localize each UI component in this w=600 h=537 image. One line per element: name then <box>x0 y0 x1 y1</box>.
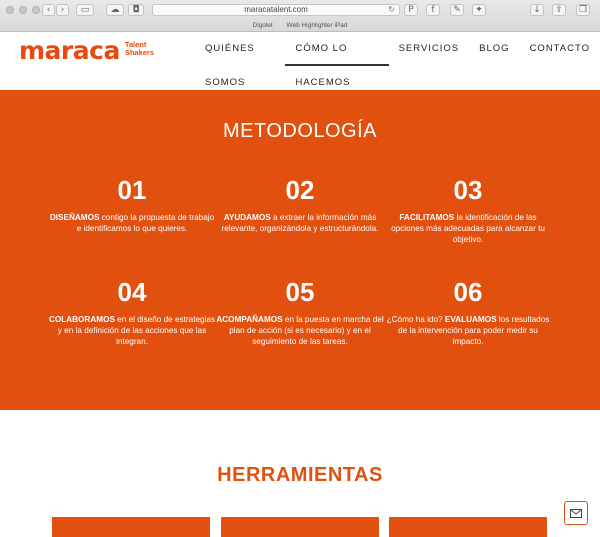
address-bar[interactable] <box>152 4 400 16</box>
step-number: 04 <box>117 277 147 307</box>
metodologia-section <box>0 90 600 410</box>
step-02 <box>215 176 385 234</box>
bookmarks-bar <box>0 20 600 32</box>
tool-card[interactable] <box>221 517 379 537</box>
share-icon[interactable]: ⇪ <box>552 4 566 16</box>
minimize-window-button[interactable] <box>19 6 27 14</box>
main-nav <box>195 32 600 88</box>
bookmark-item[interactable]: Web Highlighter iPad <box>286 22 348 29</box>
step-03 <box>383 176 553 245</box>
forward-icon[interactable]: › <box>56 4 69 16</box>
tabs-icon[interactable]: ❐ <box>576 4 590 16</box>
step-04 <box>47 278 217 347</box>
step-number: 06 <box>453 277 483 307</box>
nav-item-contacto[interactable]: CONTACTO <box>529 43 590 54</box>
close-window-button[interactable] <box>6 6 14 14</box>
contact-mail-button[interactable] <box>564 501 588 525</box>
step-description: ¿Cómo ha ido? EVALUAMOS los resultados de la intervención para poder medir su impacto. <box>386 315 550 346</box>
note-icon[interactable]: ✎ <box>450 4 464 16</box>
url-text: maracatalent.com <box>244 5 308 14</box>
maraca-logo[interactable] <box>19 38 154 64</box>
step-description: ACOMPAÑAMOS en la puesta en marcha del plan de acción (si es necesario) y en el seguimiento de las tareas. <box>216 315 384 346</box>
nav-item-como-lo-hacemos[interactable]: CÓMO LO HACEMOS <box>285 32 388 66</box>
step-description: FACILITAMOS la identificación de las opciones más adecuadas para alcanzar tu objetivo. <box>391 213 545 244</box>
download-icon[interactable]: ↓ <box>530 4 544 16</box>
reload-icon[interactable]: ↻ <box>388 5 395 14</box>
mail-icon <box>570 509 582 518</box>
tool-card[interactable] <box>389 517 547 537</box>
step-number: 01 <box>117 175 147 205</box>
step-number: 03 <box>453 175 483 205</box>
nav-item-servicios[interactable]: SERVICIOS <box>398 43 460 54</box>
pinterest-icon[interactable]: P <box>404 4 418 16</box>
logo-wordmark: maraca <box>19 36 120 65</box>
metodologia-title: METODOLOGÍA <box>222 120 378 142</box>
tool-card[interactable] <box>52 517 210 537</box>
step-description: AYUDAMOS a extraer la información más relevante, organizándola y estructurándola. <box>221 213 379 233</box>
step-01 <box>47 176 217 234</box>
step-number: 05 <box>285 277 315 307</box>
logo-tagline: Talent Shakers <box>124 40 154 57</box>
zoom-window-button[interactable] <box>32 6 40 14</box>
extension-icon[interactable]: f <box>426 4 440 16</box>
step-05 <box>215 278 385 347</box>
site-header <box>0 32 600 90</box>
highlighter-icon[interactable]: ✦ <box>472 4 486 16</box>
nav-item-quienes-somos[interactable]: QUIÉNES SOMOS <box>205 43 255 88</box>
sidebar-icon[interactable]: ▭ <box>76 4 94 16</box>
bookmark-item[interactable]: Digolet <box>252 22 273 29</box>
back-icon[interactable]: ‹ <box>42 4 55 16</box>
nav-item-blog[interactable]: BLOG <box>479 43 510 54</box>
cloud-tabs-icon[interactable]: ☁ <box>106 4 124 16</box>
step-description: DISEÑAMOS contigo la propuesta de trabajo e identificamos lo que quieres. <box>49 213 215 233</box>
step-description: COLABORAMOS en el diseño de estrategias y en la definición de las acciones que las integran. <box>48 315 216 346</box>
herramientas-title: HERRAMIENTAS <box>217 464 383 486</box>
browser-toolbar <box>0 0 600 32</box>
step-number: 02 <box>285 175 315 205</box>
window-controls <box>6 6 40 14</box>
pocket-icon[interactable]: ◘ <box>128 4 144 16</box>
step-06 <box>383 278 553 347</box>
